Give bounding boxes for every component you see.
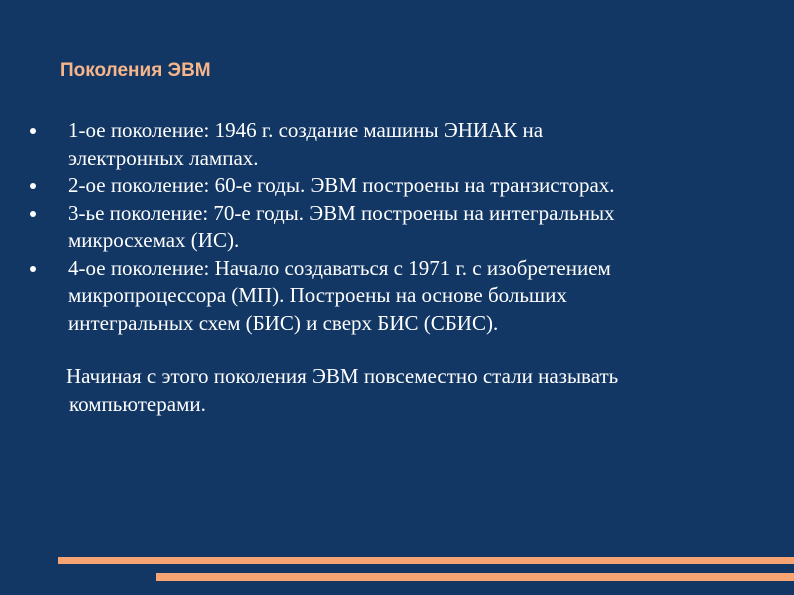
bullet-item-4 [68,255,768,338]
bullet-list [68,117,768,337]
bullet-line: 4-ое поколение: Начало создаваться с 1971 г. с изобретением [68,255,611,280]
bullet-dot-icon [30,183,36,189]
note-line: компьютерами. [69,391,206,416]
bullet-line: микросхемах (ИС). [68,228,240,252]
bullet-line: интегральных схем (БИС) и сверх БИС (СБИС). [68,310,499,335]
bullet-line: 2-ое поколение: 60-е годы. ЭВМ построены на транзисторах. [68,173,615,197]
bullet-item-1 [68,117,768,172]
bullet-line: микропроцессора (МП). Построены на основе больших [68,283,567,307]
bullet-dot-icon [30,211,36,217]
note-paragraph [66,363,766,418]
note-line: Начиная с этого поколения ЭВМ повсеместно стали называть [66,364,619,388]
bullet-line: 3-ье поколение: 70-е годы. ЭВМ построены на интегральных [68,200,615,225]
bullet-line: 1-ое поколение: 1946 г. создание машины ЭНИАК на [68,118,544,142]
bullet-item-3 [68,200,768,255]
accent-stripe-bottom [156,573,794,581]
bullet-dot-icon [30,128,36,134]
slide-title: Поколения ЭВМ [60,60,211,81]
bullet-dot-icon [30,266,36,272]
bullet-item-2 [68,172,768,200]
bullet-line: электронных лампах. [68,145,259,170]
accent-stripe-top [58,557,794,564]
